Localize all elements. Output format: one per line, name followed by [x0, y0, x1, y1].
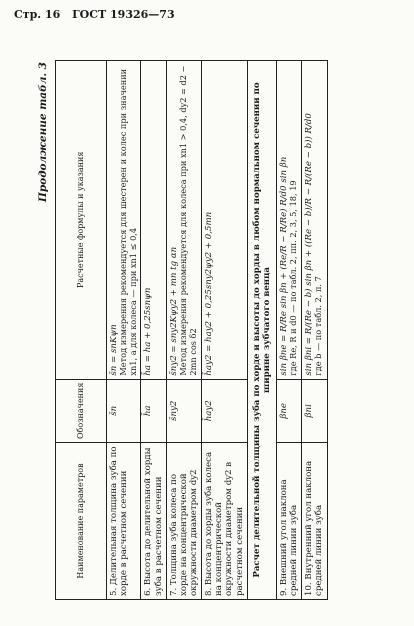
param-symbol: s̄ny2 — [166, 379, 201, 442]
param-formula-cell — [141, 61, 166, 380]
formula-note: Метод измерения рекомендуется для шестерен и колес при значении xn1, а для колеса — при xn1 ≤ 0,4 — [118, 68, 138, 376]
param-formula-cell — [277, 61, 302, 380]
formula-note: Метод измерения рекомендуется для колеса при xn1 > 0,4, dy2 = d2 − 2mn cos δ2 — [177, 65, 198, 376]
rotated-table-block — [37, 60, 377, 600]
formula: sin βni = R/(Re − b) sin βn + ((Re − b)/R − R/(Re − b)) R/d0 — [304, 113, 315, 376]
param-formula-cell — [302, 61, 327, 380]
formula: h̄ay2 = hay2 + 0,25sny2ψy2 + 0,5mn — [204, 211, 215, 376]
param-name: 9. Внешний угол наклона средней линии зуба — [277, 443, 302, 600]
formula: s̄n = snKψn — [109, 324, 119, 376]
col-header-symbol: Обозначения — [56, 379, 107, 442]
param-symbol: h̄a — [141, 379, 166, 442]
page-header — [14, 8, 183, 21]
formula: sin βne = R/Re sin βn + (Re/R − R/Re) R/d0 sin βn — [279, 156, 290, 376]
param-formula-cell — [107, 61, 141, 380]
param-symbol: s̄n — [107, 379, 141, 442]
param-symbol: h̄ay2 — [202, 379, 248, 442]
param-formula-cell — [202, 61, 248, 380]
table-row — [107, 61, 141, 600]
standard-code: ГОСТ 19326—73 — [72, 8, 175, 21]
param-name: 8. Высота до хорды зуба колеса на концентрической окружности диаметром dy2 в расчетном сечении — [202, 443, 248, 600]
param-name: 6. Высота до делительной хорды зуба в расчетном сечении — [141, 443, 166, 600]
col-header-formula: Расчетные формулы и указания — [56, 61, 107, 380]
page-number: Стр. 16 — [14, 8, 61, 21]
table-row — [302, 61, 327, 600]
continuation-label: Продолжение табл. 3 — [37, 62, 49, 203]
table-row — [166, 61, 201, 600]
param-symbol: βne — [277, 379, 302, 442]
formula-note: где Re, R и d0 — по табл. 2, пп. 2, 3, 5, 18, 19 — [288, 180, 299, 376]
table-row — [141, 61, 166, 600]
table-row — [277, 61, 302, 600]
param-name: 5. Делительная толщина зуба по хорде в расчетном сечении — [107, 443, 141, 600]
section-title: Расчет делительной толщины зуба по хорде и высоты до хорды в любом нормальном сечении по ширине зубчатого венца — [247, 61, 276, 600]
col-header-name: Наименование параметров — [56, 443, 107, 600]
param-name: 7. Толщина зуба колеса по хорде на концентрической окружности диаметром dy2 — [166, 443, 201, 600]
formula: s̄ny2 = sny2Kψy2 + mn tg αn — [168, 246, 179, 376]
param-symbol: βni — [302, 379, 327, 442]
section-title-row — [247, 61, 276, 600]
param-name: 10. Внутренний угол наклона средней линии зуба — [302, 443, 327, 600]
formula: h̄a = ha + 0,25snψn — [143, 287, 154, 376]
parameters-table — [55, 60, 328, 600]
param-formula-cell — [166, 61, 201, 380]
table-row — [202, 61, 248, 600]
formula-note: где b — по табл. 2, п. 7 — [313, 276, 324, 376]
